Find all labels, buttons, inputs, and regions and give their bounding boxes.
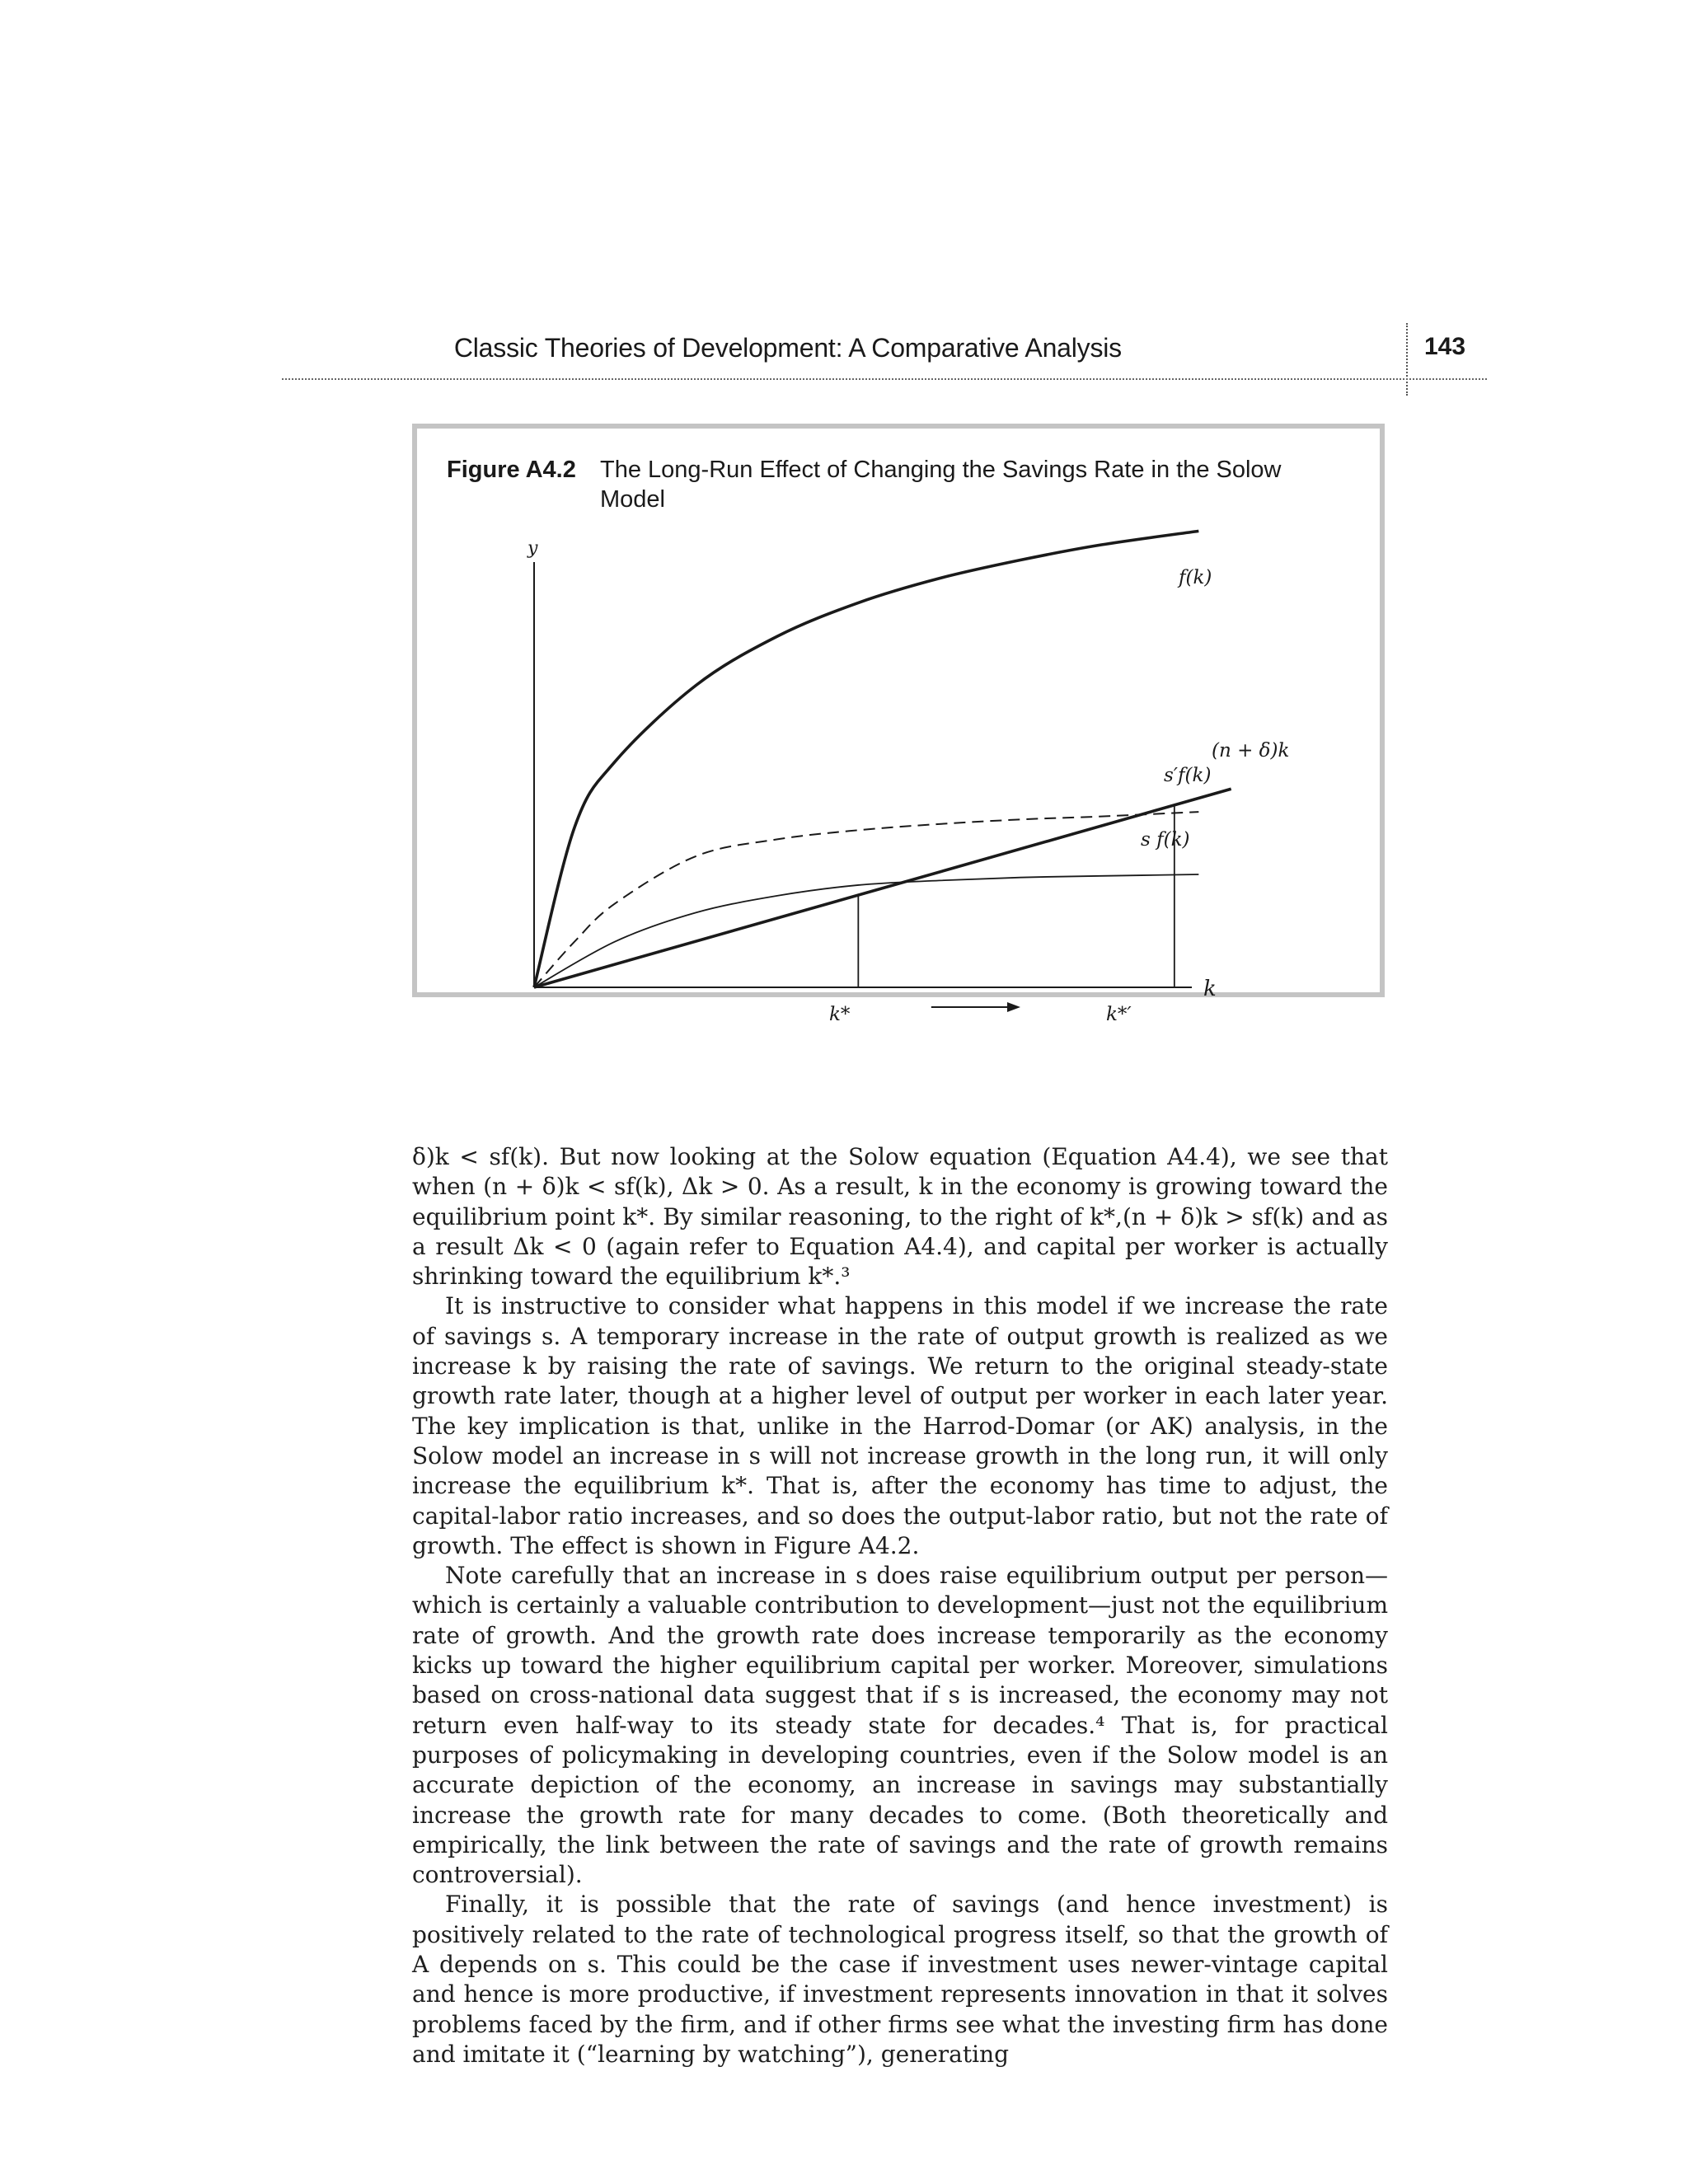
series-line-0 bbox=[534, 531, 1198, 987]
figure-box bbox=[412, 424, 1385, 1025]
series-label-ndk: (n + δ)k bbox=[1212, 740, 1290, 762]
arrow-layer bbox=[931, 1002, 1020, 1012]
y-axis-label: y bbox=[528, 538, 538, 559]
paragraph-2: It is instructive to consider what happens in this model if we increase the rate of savings s. A temporary increase in the rate of output growth is realized as we increase k by raising the rate of savings. We return to the original steady-state growth rate later, though at a higher level of output per worker in each later year. The key implication is that, unlike in the Harrod-Domar (or AK) analysis, in the Solow model an increase in s will not increase growth in the long run, it will only increase the equilibrium k*. That is, after the economy has time to adjust, the capital-labor ratio increases, and so does the output-labor ratio, but not the rate of growth. The effect is shown in Figure A4.2. bbox=[412, 1292, 1388, 1559]
paragraph-3: Note carefully that an increase in s does raise equilibrium output per person—which is certainly a valuable contribution to development—just not the equilibrium rate of growth. And the growth rate does increase temporarily as the economy kicks up toward the higher equilibrium capital per worker. Moreover, simulations based on cross-national data suggest that if s is increased, the economy may not return even half-way to its steady state for decades.⁴ That is, for practical purposes of policymaking in developing countries, even if the Solow model is an accurate depiction of the economy, an increase in savings may substantially increase the growth rate for many decades to come. (Both theoretically and empirically, the link between the rate of savings and the rate of growth remains controversial). bbox=[412, 1562, 1388, 1889]
series-label-sfk: s f(k) bbox=[1141, 829, 1190, 851]
x-axis-label: k bbox=[1203, 977, 1217, 1001]
series-line-2 bbox=[534, 812, 1198, 987]
tick-label-k-star-prime: k*′ bbox=[1106, 1004, 1132, 1025]
paragraph-4: Finally, it is possible that the rate of savings (and hence investment) is positively related to the rate of technological progress itself, so that the growth of A depends on s. This could be the case if investment uses newer-vintage capital and hence is more productive, if investment represents innovation in that it solves problems faced by the firm, and if other firms see what the investing firm has done and imitate it (“learning by watching”), generating bbox=[412, 1891, 1388, 2068]
tick-label-k-star: k* bbox=[829, 1004, 851, 1025]
figure-label: Figure A4.2 bbox=[447, 457, 576, 483]
running-head bbox=[280, 323, 1466, 373]
header-divider bbox=[1406, 323, 1408, 396]
axes bbox=[527, 538, 1217, 1001]
figure-title: The Long-Run Effect of Changing the Savings Rate in the Solow Model bbox=[600, 457, 1282, 513]
series-label-fk: f(k) bbox=[1179, 567, 1212, 588]
body-text bbox=[412, 1142, 1388, 2069]
series-layer bbox=[534, 531, 1231, 987]
running-title: Classic Theories of Development: A Comparative Analysis bbox=[453, 333, 1122, 363]
marker-layer bbox=[858, 804, 1175, 987]
solow-chart bbox=[417, 429, 1380, 1025]
header-rule bbox=[282, 378, 1487, 380]
arrow-head-0 bbox=[1007, 1002, 1020, 1012]
page-number: 143 bbox=[1424, 333, 1466, 360]
series-line-1 bbox=[534, 789, 1231, 987]
series-label-s-prime-fk: s′f(k) bbox=[1164, 765, 1212, 786]
paragraph-1: δ)k < sf(k). But now looking at the Solow equation (Equation A4.4), we see that when (n + δ)k < sf(k), Δk > 0. As a result, k in the economy is growing toward the equilibrium point k*. By similar reasoning, to the right of k*,(n + δ)k > sf(k) and as a result Δk < 0 (again refer to Equation A4.4), and capital per worker is actually shrinking toward the equilibrium k*.³ bbox=[412, 1143, 1388, 1291]
